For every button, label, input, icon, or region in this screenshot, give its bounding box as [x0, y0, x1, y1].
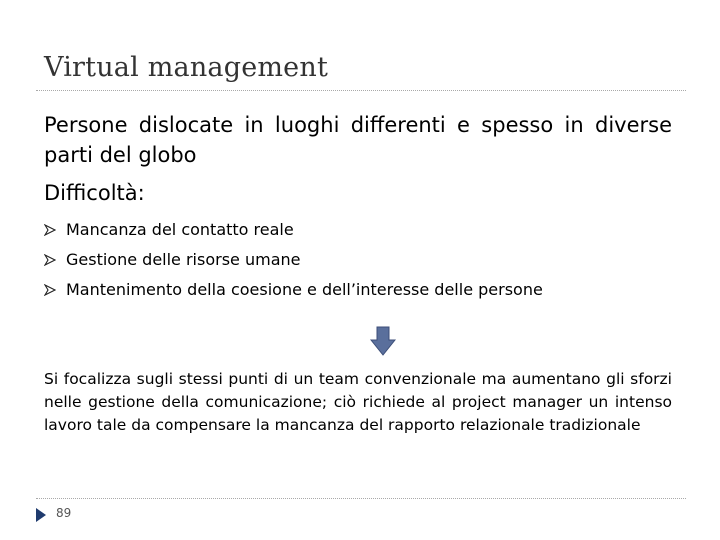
difficulty-list	[44, 217, 543, 307]
page-number: 89	[56, 506, 72, 520]
body-paragraph: Persone dislocate in luoghi differenti e spesso in diverse parti del globo	[44, 113, 672, 167]
arrowhead-bullet-icon	[44, 224, 66, 236]
slide-title: Virtual management	[44, 52, 328, 83]
down-arrow-icon	[370, 326, 396, 356]
list-item	[44, 217, 543, 242]
difficulty-label: Difficoltà:	[44, 181, 145, 205]
list-item	[44, 247, 543, 272]
page-marker-icon	[36, 507, 46, 521]
summary-paragraph: Si focalizza sugli stessi punti di un team convenzionale ma aumentano gli sforzi nelle gestione della comunicazione; ciò richiede al project manager un intenso lavoro tale da compensare la mancanza del rapporto relazionale tradizionale	[44, 370, 672, 434]
list-item	[44, 277, 543, 302]
arrowhead-bullet-icon	[44, 254, 66, 266]
title-divider	[36, 90, 686, 91]
bullet-text: Gestione delle risorse umane	[66, 250, 301, 269]
footer-divider	[36, 498, 686, 499]
arrowhead-bullet-icon	[44, 284, 66, 296]
bullet-text: Mancanza del contatto reale	[66, 220, 294, 239]
bullet-text: Mantenimento della coesione e dell’interesse delle persone	[66, 280, 543, 299]
